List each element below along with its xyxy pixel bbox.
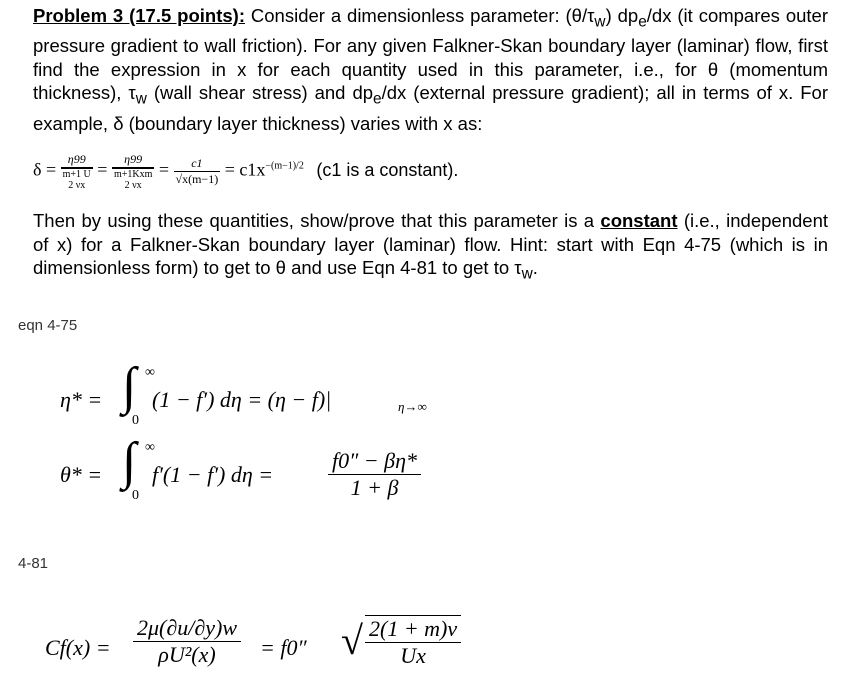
problem-paragraph (33, 4, 828, 135)
intro-text-2: ) dp (605, 5, 639, 26)
integral-upper: ∞ (145, 365, 155, 380)
subscript-e: e (638, 13, 647, 31)
eqn-475-label: eqn 4-75 (18, 317, 78, 334)
intro-text-1: Consider a dimensionless parameter: (θ/τ (245, 5, 595, 26)
equals-sign: = (158, 159, 170, 180)
integral-lower: 0 (132, 488, 139, 503)
equals-sign: = (97, 159, 108, 180)
eta99-numerator-2: η99 (112, 152, 154, 168)
intro-text-5: /dx (external pressure gradient); all in terms of x. For example, δ (boundary layer thickness) varies with x as: (33, 82, 829, 134)
cf-numerator: 2μ(∂u/∂y)w (133, 615, 241, 642)
delta-frac-1 (61, 152, 93, 191)
then-text-2: (i.e., independent of x) for a Falkner-Skan boundary layer (laminar) flow. Hint: start with Eqn 4-75 (which is in dimensionless form) to get to θ and use Eqn 4-81 to get to τ (33, 210, 828, 279)
subscript-w: w (135, 91, 147, 109)
sqrt-sign: √ (341, 618, 363, 663)
cf-fraction (133, 615, 241, 668)
eta-limit-sub: η→∞ (398, 399, 427, 414)
integral-sign: ∫ (122, 433, 137, 490)
subscript-w: w (594, 13, 606, 31)
theta-den: 1 + β (350, 475, 399, 500)
eta99-numerator: η99 (61, 152, 93, 168)
theta-num: f0″ − βη* (328, 448, 421, 475)
then-text-1: Then by using these quantities, show/prove that this parameter is a (33, 210, 601, 231)
sqrt-x-denominator: √x(m−1) (175, 172, 219, 186)
then-paragraph (33, 209, 828, 286)
eta-star-lhs: η* = (60, 387, 103, 412)
cf-mid: = f0″ (260, 635, 307, 660)
delta-frac-3 (174, 156, 221, 187)
delta-equation (33, 152, 458, 191)
problem-title: Problem 3 (17.5 points): (33, 5, 245, 26)
theta-star-lhs: θ* = (60, 462, 103, 487)
eqn-481-label: 4-81 (18, 555, 49, 572)
theta-star-fraction (328, 448, 421, 501)
theta-star-body: f′(1 − f′) dη = (152, 462, 274, 487)
sqrt-fraction (365, 615, 461, 669)
c1x-term: = c1x (224, 159, 266, 180)
sqrt-mplus1-kxm: m+1Kxm 2 νx (113, 169, 153, 191)
cf-denominator: ρU²(x) (158, 642, 216, 667)
eta-star-body: (1 − f′) dη = (η − f)| (152, 387, 332, 412)
sqrt-numerator: 2(1 + m)ν (365, 616, 461, 643)
integral-sign: ∫ (122, 358, 137, 415)
delta-frac-2 (112, 152, 154, 191)
intro-text-4: (wall shear stress) and dp (146, 82, 374, 104)
c1x-exponent: −(m−1)/2 (265, 160, 304, 172)
constant-note: (c1 is a constant). (316, 159, 459, 180)
intro-text-3: /dx (it compares outer pressure gradient to wall friction). For any given Falkner-Skan boundary layer (laminar) flow, first find the expression in x for each quantity used in this parameter, i.e., for θ (momentum thickness), τ (33, 5, 828, 104)
integral-upper: ∞ (145, 440, 155, 455)
sqrt-mplus1-u: m+1 U 2 νx (62, 169, 91, 191)
subscript-e: e (373, 91, 382, 109)
c1-numerator: c1 (174, 156, 221, 172)
integral-lower: 0 (132, 413, 139, 428)
delta-lhs: δ = (33, 159, 57, 180)
then-end: . (532, 257, 538, 279)
sqrt-denominator: Ux (400, 643, 426, 668)
subscript-w: w (521, 265, 533, 283)
constant-word: constant (600, 210, 678, 231)
cf-lhs: Cf(x) = (45, 635, 111, 660)
